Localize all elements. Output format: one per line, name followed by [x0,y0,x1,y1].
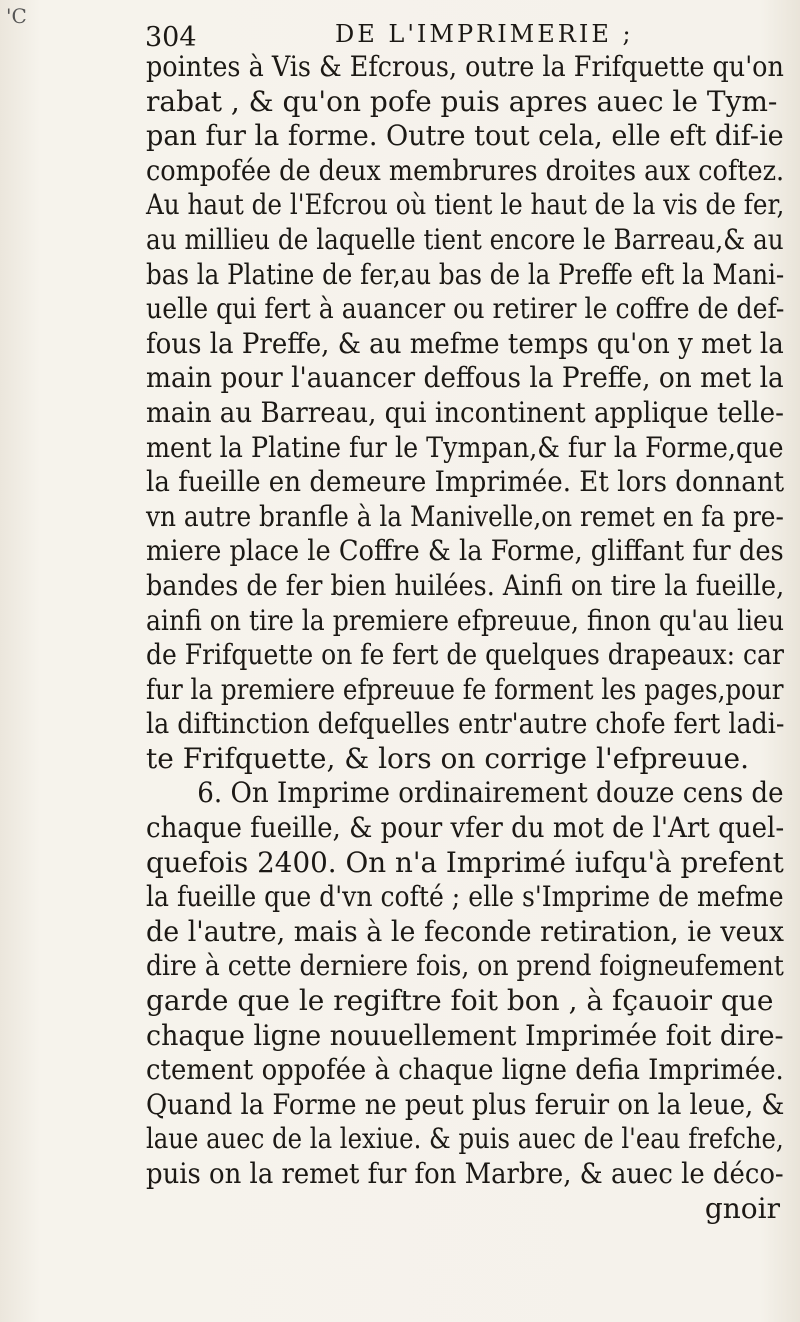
text-line: de Frifquette on fe fert de quelques drapeaux: car [146,638,784,672]
text-line: quefois 2400. On n'a Imprimé iufqu'à prefent [146,845,784,879]
text-line: main au Barreau, qui incontinent applique telle- [146,395,784,429]
page-number: 304 [145,22,197,53]
text-line: chaque ligne nouuellement Imprimée foit dire- [146,1018,784,1052]
text-line: la diftinction defquelles entr'autre chofe fert ladi- [146,707,785,741]
text-line: fur la premiere efpreuue fe forment les pages,pour [146,672,784,706]
edge-mark: 'C [6,4,27,28]
text-line: de l'autre, mais à le feconde retiration, ie veux [146,914,784,948]
paragraph-start-line: 6. On Imprime ordinairement douze cens de [197,776,784,810]
text-line: Quand la Forme ne peut plus feruir on la leue, & [146,1087,785,1121]
text-line: au millieu de laquelle tient encore le Barreau,& au [146,222,784,256]
text-line: la fueille en demeure Imprimée. Et lors donnant [146,465,785,499]
text-line: uelle qui fert à auancer ou retirer le coffre de def- [146,292,785,326]
text-line: main pour l'auancer deffous la Preffe, on met la [146,361,784,395]
text-line: chaque fueille, & pour vfer du mot de l'Art quel- [146,811,785,845]
text-line: Au haut de l'Efcrou où tient le haut de la vis de fer, [146,188,785,222]
text-line: compofée de deux membrures droites aux coftez. [146,153,785,187]
text-line: puis on la remet fur fon Marbre, & auec le déco- [146,1157,784,1190]
text-line: fous la Preffe, & au mefme temps qu'on y met la [146,326,784,360]
body-text [146,50,786,1226]
text-line: pan fur la forme. Outre tout cela, elle eft dif-ie [146,119,784,153]
text-line: miere place le Coffre & la Forme, gliffant fur des [146,534,784,568]
text-line: ment la Platine fur le Tympan,& fur la Forme,que [146,430,784,464]
text-line: ainfi on tire la premiere efpreuue, finon qu'au lieu [146,603,785,637]
text-line: dire à cette derniere fois, on prend foigneufement [146,949,784,983]
text-line: bas la Platine de fer,au bas de la Preffe eft la Mani- [146,257,785,291]
text-line: ctement oppofée à chaque ligne defia Imprimée. [146,1053,784,1087]
text-line: laue auec de la lexiue. & puis auec de l'eau frefche, [146,1122,784,1156]
running-head: DE L'IMPRIMERIE ; [335,20,634,48]
text-line: te Frifquette, & lors on corrige l'efpreuue. [146,741,749,775]
catchword: gnoir [704,1191,780,1225]
text-line: garde que le regiftre foit bon , à fçauoir que [146,984,774,1018]
text-line: la fueille que d'vn cofté ; elle s'Imprime de mefme [146,880,784,914]
text-line: rabat , & qu'on pofe puis apres auec le Tym- [146,84,778,118]
text-line: pointes à Vis & Efcrous, outre la Frifquette qu'on [146,50,784,83]
text-line: vn autre branfle à la Manivelle,on remet en fa pre- [146,499,784,533]
text-line: bandes de fer bien huilées. Ainfi on tire la fueille, [146,568,785,602]
